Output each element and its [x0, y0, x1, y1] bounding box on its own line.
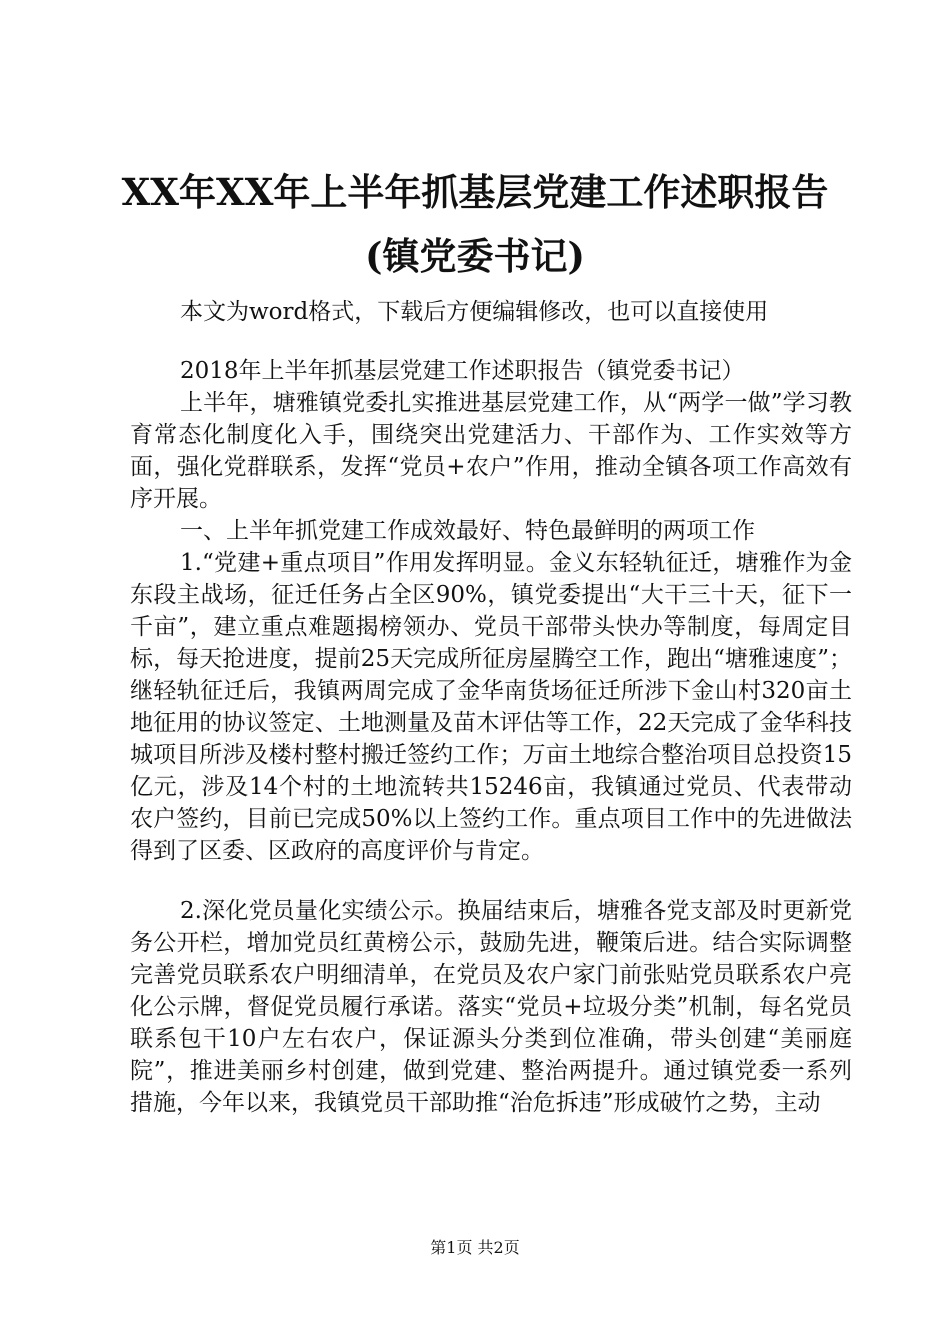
paragraph-item-2: 2.深化党员量化实绩公示。换届结束后，塘雅各党支部及时更新党务公开栏，增加党员红黄榜公示，鼓励先进，鞭策后进。结合实际调整完善党员联系农户明细清单，在党员及农户家门前张贴党员联系农户亮化公示牌，督促党员履行承诺。落实“党员+垃圾分类”机制，每名党员联系包干10户左右农户，保证源头分类到位准确，带头创建“美丽庭院”，推进美丽乡村创建，做到党建、整治两提升。通过镇党委一系列措施，今年以来，我镇党员干部助推“治危拆违”形成破竹之势，主动: [130, 898, 852, 1116]
format-note: 本文为word格式，下载后方便编辑修改，也可以直接使用: [180, 299, 769, 325]
page-footer: 第1页 共2页: [430, 1238, 520, 1257]
paragraph-intro: 上半年，塘雅镇党委扎实推进基层党建工作，从“两学一做”学习教育常态化制度化入手，围绕突出党建活力、干部作为、工作实效等方面，强化党群联系，发挥“党员+农户”作用，推动全镇各项工作高效有序开展。: [130, 390, 852, 512]
document-title: XX年XX年上半年抓基层党建工作述职报告(镇党委书记): [121, 170, 829, 278]
paragraph-item-1: 1.“党建+重点项目”作用发挥明显。金义东轻轨征迁，塘雅作为金东段主战场，征迁任务占全区90%，镇党委提出“大干三十天，征下一千亩”，建立重点难题揭榜领办、党员干部带头快办等制度，每周定目标，每天抢进度，提前25天完成所征房屋腾空工作，跑出“塘雅速度”；继轻轨征迁后，我镇两周完成了金华南货场征迁所涉下金山村320亩土地征用的协议签定、土地测量及苗木评估等工作，22天完成了金华科技城项目所涉及楼村整村搬迁签约工作；万亩土地综合整治项目总投资15亿元，涉及14个村的土地流转共15246亩，我镇通过党员、代表带动农户签约，目前已完成50%以上签约工作。重点项目工作中的先进做法得到了区委、区政府的高度评价与肯定。: [130, 550, 852, 864]
document-body: [130, 355, 852, 1119]
report-subtitle: 2018年上半年抓基层党建工作述职报告（镇党委书记）: [180, 358, 745, 384]
section-heading: 一、上半年抓党建工作成效最好、特色最鲜明的两项工作: [180, 518, 755, 544]
